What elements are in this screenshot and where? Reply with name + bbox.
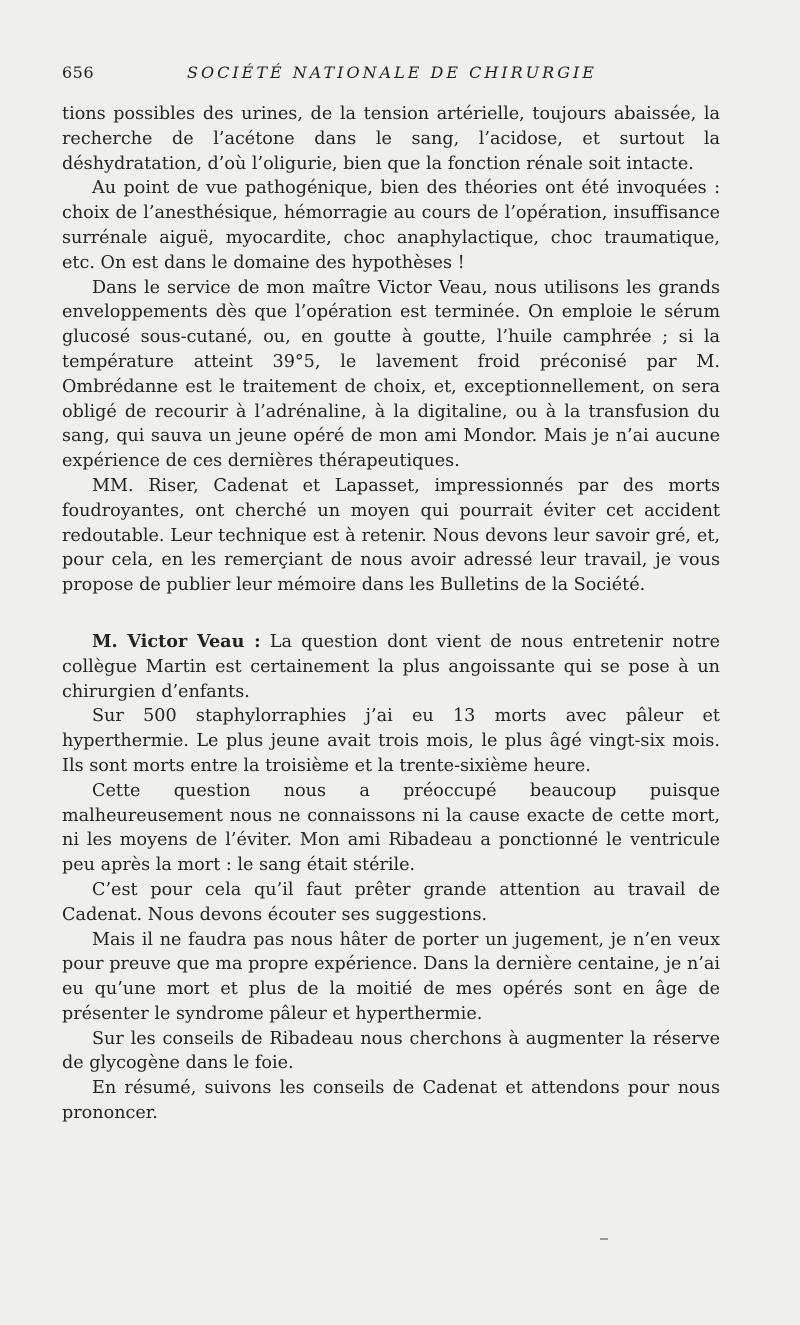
- speaker-text: La question dont vient de nous entretenir notre collègue Martin est certainement la plus angoissante qui se pose à un chirurgien d’enfants.: [62, 631, 721, 702]
- page-header: [62, 63, 722, 85]
- print-mark: [600, 1238, 608, 1240]
- paragraph-service: Dans le service de mon maître Victor Veau, nous utilisons les grands enveloppements dès que l’opération est terminée. On emploie le sérum glucosé sous-cutané, ou, en goutte à goutte, l’huile camphrée ; si la température atteint 39°5, le lavement froid préconisé par M. Ombrédanne est le traitement de choix, et, exceptionnellement, on sera obligé de recourir à l’adrénaline, à la digitaline, ou à la transfusion du sang, qui sauva un jeune opéré de mon ami Mondor. Mais je n’ai aucune expérience de ces dernières thérapeutiques.: [62, 277, 720, 472]
- running-title: SOCIÉTÉ NATIONALE DE CHIRURGIE: [187, 63, 597, 82]
- paragraph-question: Cette question nous a préoccupé beaucoup puisque malheureusement nous ne connaissons ni la cause exacte de cette mort, ni les moyens de l’éviter. Mon ami Ribadeau a ponctionné le ventricule peu après la mort : le sang était stérile.: [62, 780, 720, 876]
- section-gap: [62, 598, 720, 630]
- speaker-name: M. Victor Veau :: [92, 630, 261, 652]
- speaker-paragraph: [62, 630, 720, 704]
- paragraph-ribadeau: Sur les conseils de Ribadeau nous cherchons à augmenter la réserve de glycogène dans le foie.: [62, 1028, 720, 1074]
- paragraph-continued: tions possibles des urines, de la tension artérielle, toujours abaissée, la recherche de l’acétone dans le sang, l’acidose, et surtout la déshydratation, d’où l’oligurie, bien que la fonction rénale soit intacte.: [62, 104, 720, 174]
- paragraph-pathogenie: Au point de vue pathogénique, bien des théories ont été invoquées : choix de l’anesthésique, hémorragie au cours de l’opération, insuffisance surrénale aiguë, myocardite, choc anaphylactique, choc traumatique, etc. On est dans le domaine des hypothèses !: [62, 178, 720, 273]
- page-number: 656: [62, 63, 95, 82]
- body-text: [62, 102, 720, 1126]
- paragraph-resume: En résumé, suivons les conseils de Cadenat et attendons pour nous prononcer.: [62, 1078, 720, 1124]
- paragraph-riser-cadenat: MM. Riser, Cadenat et Lapasset, impressionnés par des morts foudroyantes, ont cherché un moyen qui pourrait éviter cet accident redoutable. Leur technique est à retenir. Nous devons leur savoir gré, et, pour cela, en les remerçiant de nous avoir adressé leur travail, je vous propose de publier leur mémoire dans les Bulletins de la Société.: [62, 475, 720, 596]
- paragraph-jugement: Mais il ne faudra pas nous hâter de porter un jugement, je n’en veux pour preuve que ma propre expérience. Dans la dernière centaine, je n’ai eu qu’une mort et plus de la moitié de mes opérés sont en âge de présenter le syndrome pâleur et hyperthermie.: [62, 929, 720, 1024]
- paragraph-attention: C’est pour cela qu’il faut prêter grande attention au travail de Cadenat. Nous devons écouter ses suggestions.: [62, 879, 720, 925]
- paragraph-staphylorraphies: Sur 500 staphylorraphies j’ai eu 13 morts avec pâleur et hyperthermie. Le plus jeune avait trois mois, le plus âgé vingt-six mois. Ils sont morts entre la troisième et la trente-sixième heure.: [62, 706, 720, 776]
